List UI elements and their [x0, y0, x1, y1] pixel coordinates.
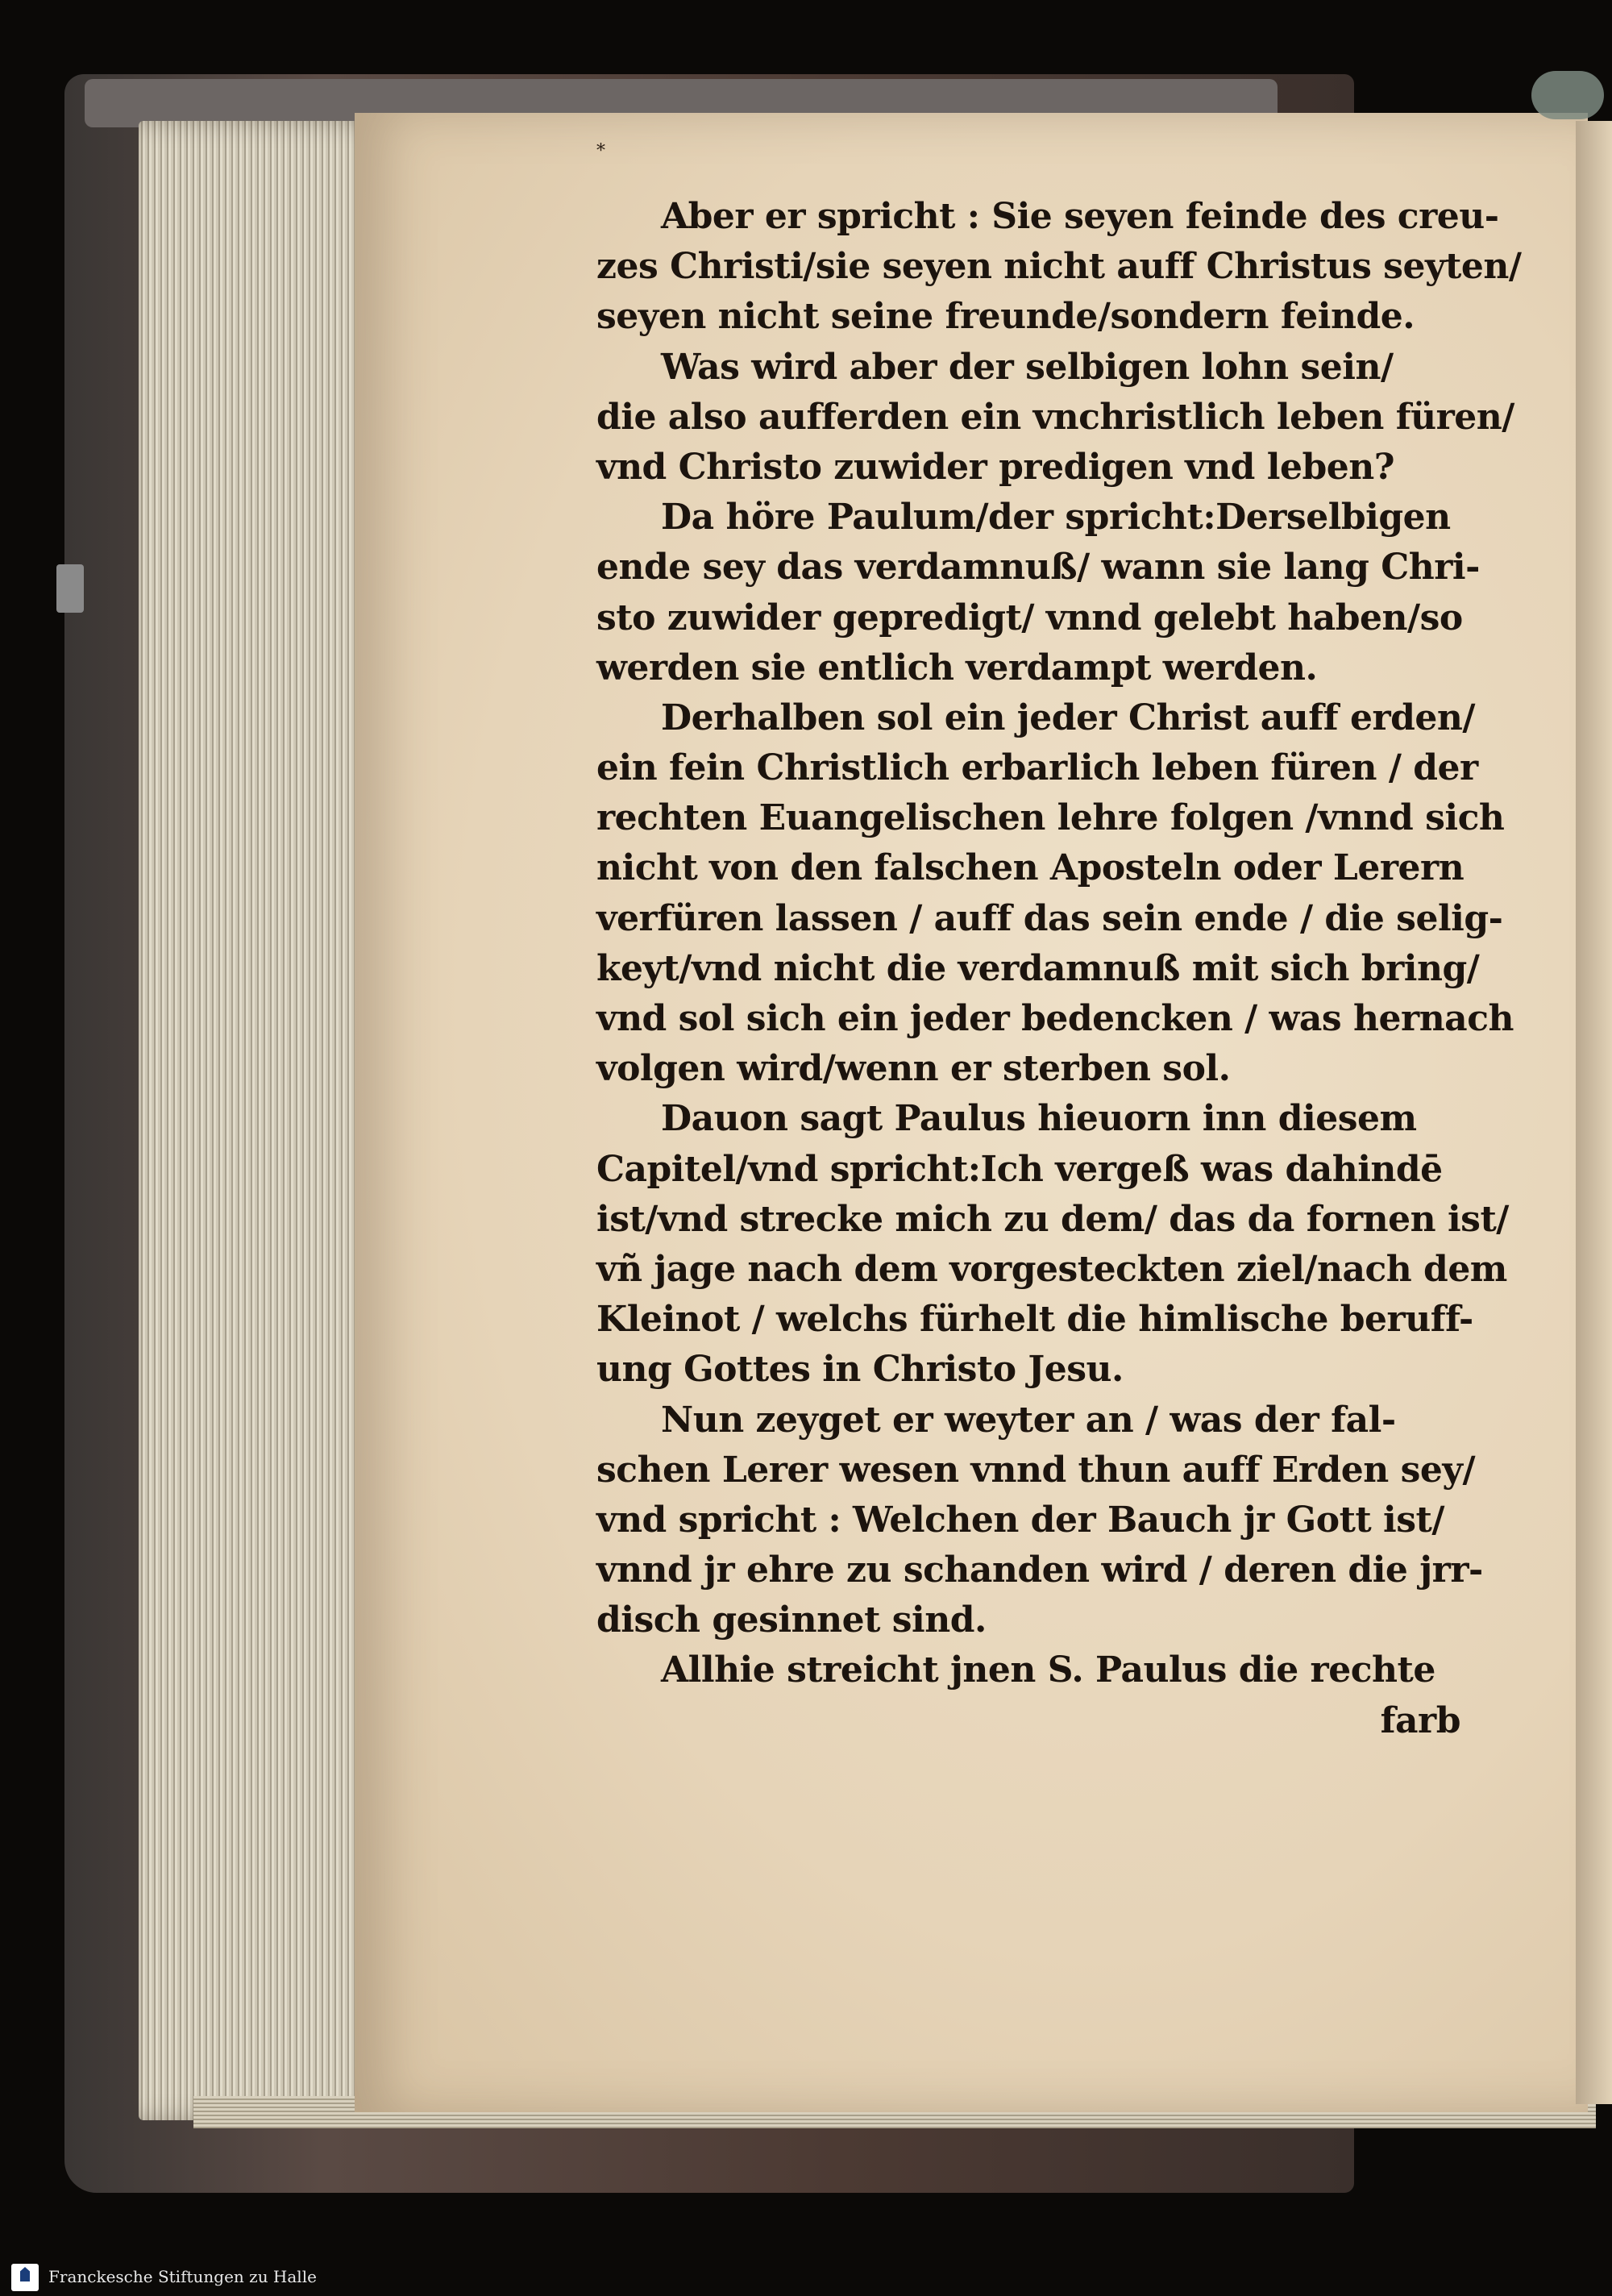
- text-line: nicht von den falschen Aposteln oder Lerern: [596, 847, 1465, 889]
- binding-cord: [1531, 71, 1604, 119]
- text-line: vnd sol sich ein jeder bedencken / was hernach: [596, 998, 1514, 1039]
- text-line: Nun zeyget er weyter an / was der fal-: [661, 1399, 1396, 1441]
- institution-logo-icon: [11, 2264, 39, 2291]
- facing-page-edge: [1576, 121, 1612, 2104]
- text-line: seyen nicht seine freunde/sondern feinde.: [596, 296, 1415, 338]
- text-line: vnd spricht : Welchen der Bauch jr Gott ist/: [596, 1499, 1444, 1541]
- footer-bar: [0, 2257, 1612, 2296]
- text-line: ende sey das verdamnuß/ wann sie lang Chri-: [596, 547, 1480, 589]
- catchword: farb: [1380, 1699, 1460, 1741]
- clasp: [56, 564, 84, 613]
- text-line: volgen wird/wenn er sterben sol.: [596, 1048, 1231, 1090]
- text-line: schen Lerer wesen vnnd thun auff Erden sey/: [596, 1449, 1476, 1491]
- text-line: disch gesinnet sind.: [596, 1599, 987, 1641]
- text-line: Capitel/vnd spricht:Ich vergeß was dahindē: [596, 1148, 1443, 1190]
- text-line: zes Christi/sie seyen nicht auff Christus seyten/: [596, 246, 1522, 288]
- text-line: Allhie streicht jnen S. Paulus die rechte: [661, 1649, 1435, 1691]
- text-line: Kleinot / welchs fürhelt die himlische beruff-: [596, 1299, 1473, 1341]
- text-line: vnnd jr ehre zu schanden wird / deren die jrr-: [596, 1549, 1483, 1591]
- text-line: verfüren lassen / auff das sein ende / die selig-: [596, 897, 1503, 939]
- text-line: Da höre Paulum/der spricht:Derselbigen: [661, 497, 1451, 539]
- text-line: ein fein Christlich erbarlich leben füren / der: [596, 747, 1478, 789]
- signature-mark: *: [596, 141, 605, 161]
- text-line: Was wird aber der selbigen lohn sein/: [661, 346, 1394, 388]
- text-line: sto zuwider gepredigt/ vnnd gelebt haben/so: [596, 597, 1463, 638]
- text-line: Aber er spricht : Sie seyen feinde des creu-: [661, 196, 1499, 237]
- text-line: keyt/vnd nicht die verdamnuß mit sich bring/: [596, 947, 1480, 989]
- text-line: ung Gottes in Christo Jesu.: [596, 1349, 1124, 1391]
- page-text: [596, 192, 1522, 1746]
- text-line: vñ jage nach dem vorgesteckten ziel/nach dem: [596, 1248, 1507, 1290]
- text-line: die also aufferden ein vnchristlich leben füren/: [596, 396, 1514, 438]
- text-line: rechten Euangelischen lehre folgen /vnnd sich: [596, 797, 1505, 839]
- text-line: ist/vnd strecke mich zu dem/ das da fornen ist/: [596, 1198, 1509, 1240]
- text-line: Dauon sagt Paulus hieuorn inn diesem: [661, 1098, 1417, 1140]
- text-line: vnd Christo zuwider predigen vnd leben?: [596, 446, 1395, 488]
- text-line: Derhalben sol ein jeder Christ auff erden/: [661, 697, 1475, 738]
- institution-name: Franckesche Stiftungen zu Halle: [48, 2267, 317, 2286]
- text-line: werden sie entlich verdampt werden.: [596, 647, 1318, 688]
